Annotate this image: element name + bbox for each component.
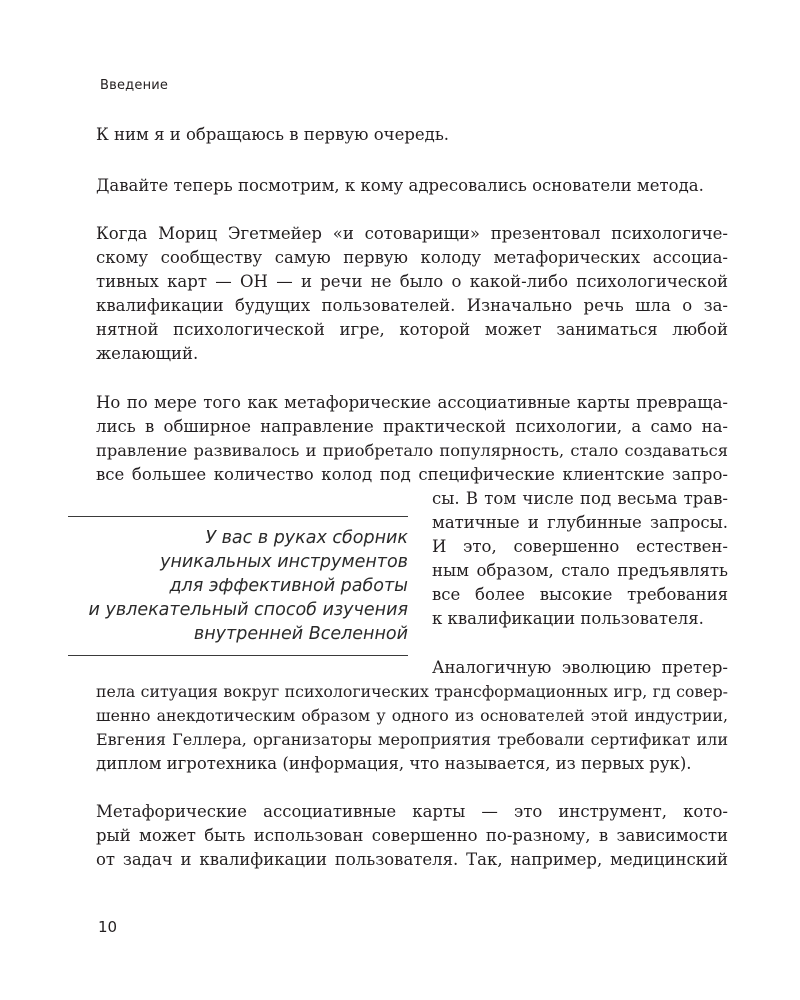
text-line: ным образом, стало предъявлять: [432, 561, 728, 580]
page-number: 10: [98, 918, 118, 936]
text-line: к квалификации пользователя.: [432, 609, 704, 628]
text-line: нятной психологической игре, которой может заниматься любой: [96, 320, 728, 339]
paragraph-5: [96, 680, 728, 776]
pullquote-line: уникальных инструментов: [160, 552, 408, 572]
text-line: все большее количество колод под специфические клиентские запро-: [96, 465, 728, 484]
text-line: сы. В том числе под весьма трав-: [432, 489, 728, 508]
paragraph-2: [96, 174, 728, 198]
pullquote-line: У вас в руках сборник: [205, 528, 408, 548]
pullquote-line: для эффективной работы: [169, 576, 408, 596]
text-line: Но по мере того как метафорические ассоциативные карты превраща-: [96, 393, 728, 412]
paragraph-1: [96, 123, 728, 147]
text-line: правление развивалось и приобретало популярность, стало создаваться: [96, 441, 728, 460]
pullquote-line: внутренней Вселенной: [193, 624, 408, 644]
text-line: диплом игротехника (информация, что называется, из первых рук).: [96, 754, 692, 773]
text-line: желающий.: [96, 344, 199, 363]
text-line: К ним я и обращаюсь в первую очередь.: [96, 125, 450, 144]
running-header: Введение: [100, 78, 169, 93]
text-line: скому сообществу самую первую колоду метафорических ассоциа-: [96, 248, 728, 267]
text-line: Метафорические ассоциативные карты — это инструмент, кото-: [96, 802, 728, 821]
paragraph-3: [96, 222, 728, 366]
text-line: Давайте теперь посмотрим, к кому адресовались основатели метода.: [96, 176, 704, 195]
text-line: квалификации будущих пользователей. Изначально речь шла о за-: [96, 296, 728, 315]
text-line: лись в обширное направление практической психологии, а само на-: [96, 417, 728, 436]
paragraph-6: [96, 800, 728, 872]
paragraph-5-start: [432, 656, 728, 680]
text-line: шенно анекдотическим образом у одного из основателей этой индустрии,: [96, 706, 728, 725]
text-line: все более высокие требования: [432, 585, 728, 604]
paragraph-4-continuation: [432, 487, 728, 631]
pullquote-line: и увлекательный способ изучения: [88, 600, 408, 620]
text-line: Когда Мориц Эгетмейер «и сотоварищи» презентовал психологиче-: [96, 224, 728, 243]
text-line: от задач и квалификации пользователя. Так, например, медицинский: [96, 850, 728, 869]
pullquote: [68, 526, 408, 646]
text-line: рый может быть использован совершенно по-разному, в зависимости: [96, 826, 728, 845]
text-line: пела ситуация вокруг психологических трансформационных игр, гд совер-: [96, 682, 728, 701]
text-line: И это, совершенно естествен-: [432, 537, 728, 556]
pullquote-bottom-rule: [68, 655, 408, 656]
text-line: тивных карт — ОН — и речи не было о какой-либо психологической: [96, 272, 728, 291]
pullquote-top-rule: [68, 516, 408, 517]
text-line: Аналогичную эволюцию претер-: [432, 658, 728, 677]
paragraph-4: [96, 391, 728, 487]
text-line: матичные и глубинные запросы.: [432, 513, 728, 532]
text-line: Евгения Геллера, организаторы мероприятия требовали сертификат или: [96, 730, 728, 749]
